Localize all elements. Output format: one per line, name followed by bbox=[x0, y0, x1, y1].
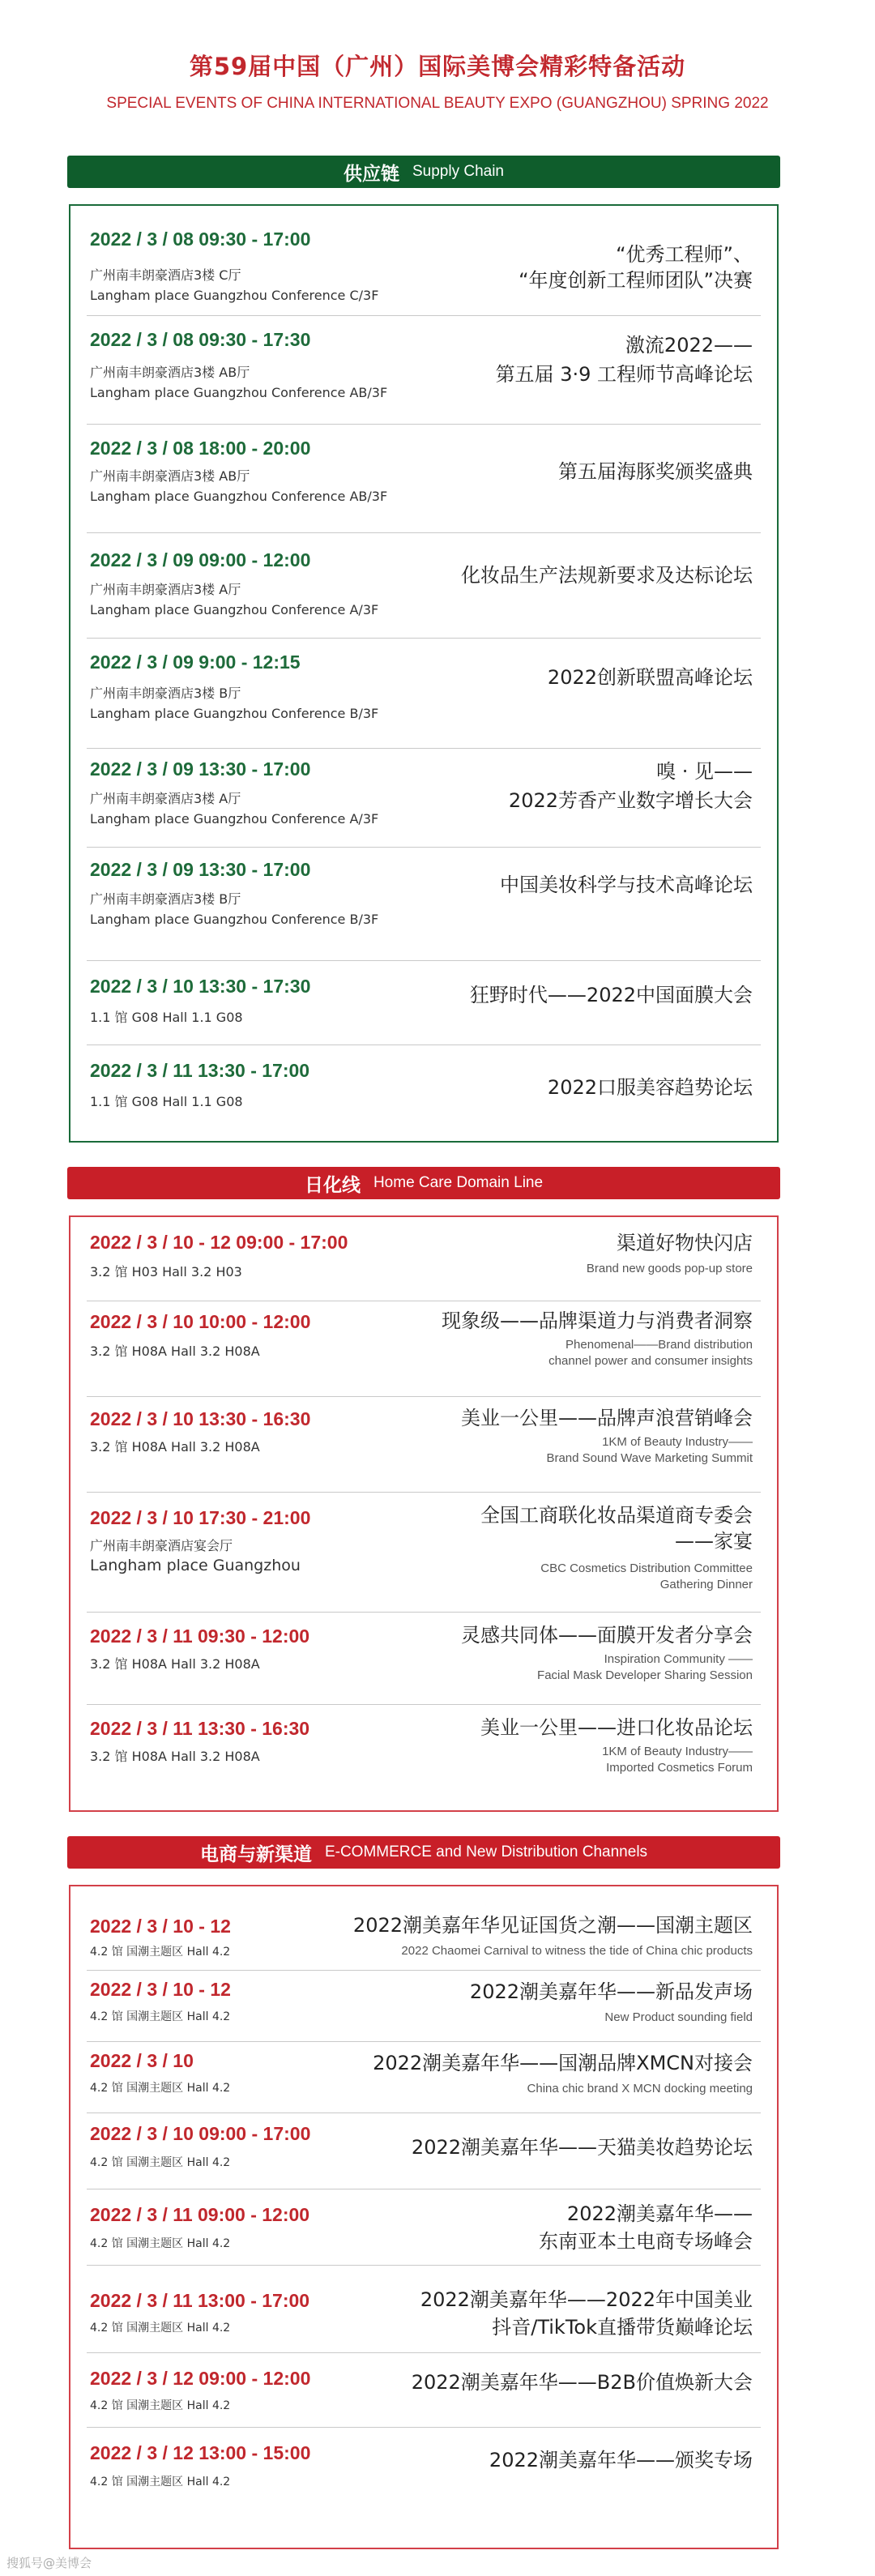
event-title-line2: 2022芳香产业数字增长大会 bbox=[508, 789, 753, 812]
event-row bbox=[87, 2189, 761, 2266]
event-title: 现象级——品牌渠道力与消费者洞察 bbox=[442, 1309, 753, 1332]
event-row bbox=[87, 2266, 761, 2353]
event-location-cn: 广州南丰朗豪酒店3楼 B厅 bbox=[90, 686, 241, 701]
event-row bbox=[87, 1893, 761, 1971]
event-location-cn: 广州南丰朗豪酒店3楼 B厅 bbox=[90, 891, 241, 907]
page-title: 第59届中国（广州）国际美博会精彩特备活动 bbox=[189, 53, 686, 80]
event-subtitle: New Product sounding field bbox=[604, 2010, 753, 2024]
event-title: 2022潮美嘉年华——B2B价值焕新大会 bbox=[411, 2371, 753, 2394]
section-header-ecommerce bbox=[67, 1836, 780, 1869]
event-title-line1: 2022潮美嘉年华——2022年中国美业 bbox=[420, 2288, 753, 2311]
event-location-en: Langham place Guangzhou Conference A/3F bbox=[90, 602, 379, 617]
supply-chain-list bbox=[69, 204, 779, 1143]
event-title: 化妆品生产法规新要求及达标论坛 bbox=[461, 564, 753, 587]
event-date: 2022 / 3 / 10 - 12 09:00 - 17:00 bbox=[90, 1232, 348, 1253]
event-title-line1: “优秀工程师”、 bbox=[616, 243, 753, 266]
section-title-cn: 供应链 bbox=[343, 163, 399, 185]
event-location: 4.2 馆 国潮主题区 Hall 4.2 bbox=[90, 2156, 231, 2169]
event-row bbox=[87, 425, 761, 533]
event-title-line1: 2022潮美嘉年华—— bbox=[566, 2202, 753, 2225]
event-date: 2022 / 3 / 09 9:00 - 12:15 bbox=[90, 651, 301, 673]
event-location-cn: 广州南丰朗豪酒店3楼 A厅 bbox=[90, 582, 241, 597]
event-location: 3.2 馆 H08A Hall 3.2 H08A bbox=[90, 1439, 260, 1455]
event-date: 2022 / 3 / 10 13:30 - 16:30 bbox=[90, 1408, 311, 1429]
event-title: 渠道好物快闪店 bbox=[617, 1232, 753, 1254]
event-title: 灵感共同体——面膜开发者分享会 bbox=[461, 1624, 753, 1647]
event-date: 2022 / 3 / 10 10:00 - 12:00 bbox=[90, 1311, 311, 1332]
event-subtitle-line1: Phenomenal——Brand distribution bbox=[566, 1338, 753, 1352]
event-row bbox=[87, 961, 761, 1045]
event-location-en: Langham place Guangzhou Conference AB/3F bbox=[90, 489, 388, 504]
event-location: 4.2 馆 国潮主题区 Hall 4.2 bbox=[90, 2476, 231, 2488]
event-location-cn: 广州南丰朗豪酒店3楼 A厅 bbox=[90, 791, 241, 806]
event-title-line2: 东南亚本土电商专场峰会 bbox=[539, 2230, 753, 2253]
event-subtitle: Brand new goods pop-up store bbox=[586, 1262, 753, 1275]
event-row bbox=[87, 848, 761, 961]
event-title: 狂野时代——2022中国面膜大会 bbox=[469, 984, 753, 1006]
event-row bbox=[87, 533, 761, 639]
event-title-line2: 抖音/TikTok直播带货巅峰论坛 bbox=[492, 2316, 753, 2339]
section-title-en: E-COMMERCE and New Distribution Channels bbox=[324, 1843, 648, 1860]
event-row bbox=[87, 2042, 761, 2113]
event-date: 2022 / 3 / 08 09:30 - 17:00 bbox=[90, 229, 311, 250]
event-date: 2022 / 3 / 10 13:30 - 17:30 bbox=[90, 976, 311, 997]
ecommerce-list bbox=[69, 1885, 779, 2549]
event-date: 2022 / 3 / 10 09:00 - 17:00 bbox=[90, 2123, 311, 2144]
event-location: 1.1 馆 G08 Hall 1.1 G08 bbox=[90, 1094, 243, 1109]
event-date: 2022 / 3 / 12 13:00 - 15:00 bbox=[90, 2442, 311, 2463]
event-subtitle-line2: Facial Mask Developer Sharing Session bbox=[537, 1668, 753, 1682]
event-row bbox=[87, 316, 761, 425]
event-subtitle-line1: 1KM of Beauty Industry—— bbox=[602, 1745, 753, 1758]
event-date: 2022 / 3 / 09 09:00 - 12:00 bbox=[90, 549, 311, 570]
event-title: 美业一公里——品牌声浪营销峰会 bbox=[461, 1407, 753, 1429]
event-location: 4.2 馆 国潮主题区 Hall 4.2 bbox=[90, 2010, 231, 2023]
event-location: 3.2 馆 H08A Hall 3.2 H08A bbox=[90, 1656, 260, 1672]
event-location-en: Langham place Guangzhou Conference B/3F bbox=[90, 912, 379, 927]
event-location: 4.2 馆 国潮主题区 Hall 4.2 bbox=[90, 2322, 231, 2335]
event-title: 2022潮美嘉年华——颁奖专场 bbox=[489, 2449, 753, 2471]
event-location: 3.2 馆 H08A Hall 3.2 H08A bbox=[90, 1749, 260, 1764]
event-location-cn: 广州南丰朗豪酒店3楼 AB厅 bbox=[90, 365, 250, 380]
home-care-list bbox=[69, 1215, 779, 1812]
event-date: 2022 / 3 / 11 13:00 - 17:00 bbox=[90, 2290, 310, 2311]
event-subtitle-line1: Inspiration Community —— bbox=[604, 1652, 753, 1666]
event-date: 2022 / 3 / 08 09:30 - 17:30 bbox=[90, 329, 311, 350]
event-row bbox=[87, 749, 761, 848]
event-date: 2022 / 3 / 10 bbox=[90, 2050, 194, 2071]
event-title: 2022潮美嘉年华——天猫美妆趋势论坛 bbox=[411, 2136, 753, 2159]
event-row bbox=[87, 1397, 761, 1493]
event-row bbox=[87, 1705, 761, 1807]
event-subtitle-line2: channel power and consumer insights bbox=[548, 1354, 753, 1368]
event-date: 2022 / 3 / 10 17:30 - 21:00 bbox=[90, 1507, 311, 1528]
event-row bbox=[87, 1224, 761, 1301]
event-location: 4.2 馆 国潮主题区 Hall 4.2 bbox=[90, 2082, 231, 2095]
event-location-en: Langham place Guangzhou Conference B/3F bbox=[90, 706, 379, 721]
event-title-line1: 全国工商联化妆品渠道商专委会 bbox=[480, 1504, 753, 1527]
event-row bbox=[87, 1493, 761, 1613]
event-subtitle-line1: CBC Cosmetics Distribution Committee bbox=[540, 1561, 753, 1575]
page-header bbox=[0, 49, 875, 113]
event-location-en: Langham place Guangzhou Conference AB/3F bbox=[90, 385, 388, 400]
event-location-en: Langham place Guangzhou Conference C/3F bbox=[90, 288, 379, 303]
section-header-home-care bbox=[67, 1167, 780, 1199]
event-title-line2: “年度创新工程师团队”决赛 bbox=[519, 269, 753, 292]
event-subtitle-line2: Imported Cosmetics Forum bbox=[606, 1761, 753, 1775]
page-subtitle: SPECIAL EVENTS OF CHINA INTERNATIONAL BEAUTY EXPO (GUANGZHOU) SPRING 2022 bbox=[106, 95, 769, 112]
event-title: 2022创新联盟高峰论坛 bbox=[547, 666, 753, 689]
event-subtitle: China chic brand X MCN docking meeting bbox=[527, 2082, 753, 2095]
section-title-en: Home Care Domain Line bbox=[373, 1174, 544, 1191]
event-date: 2022 / 3 / 11 13:30 - 16:30 bbox=[90, 1718, 310, 1739]
section-header-supply-chain bbox=[67, 156, 780, 188]
event-title: 2022潮美嘉年华见证国货之潮——国潮主题区 bbox=[352, 1914, 753, 1937]
event-row bbox=[87, 1301, 761, 1397]
event-location: 3.2 馆 H08A Hall 3.2 H08A bbox=[90, 1344, 260, 1359]
section-title-cn: 日化线 bbox=[304, 1174, 361, 1196]
event-location-cn: 广州南丰朗豪酒店3楼 AB厅 bbox=[90, 468, 250, 484]
event-row bbox=[87, 2353, 761, 2428]
event-title-line2: ——家宴 bbox=[675, 1530, 753, 1553]
event-date: 2022 / 3 / 12 09:00 - 12:00 bbox=[90, 2368, 311, 2389]
event-row bbox=[87, 1613, 761, 1705]
event-location-en: Langham place Guangzhou Conference A/3F bbox=[90, 811, 379, 827]
event-title: 2022潮美嘉年华——新品发声场 bbox=[469, 1980, 753, 2003]
event-location-cn: 广州南丰朗豪酒店3楼 C厅 bbox=[90, 267, 241, 283]
event-title-line2: 第五届 3·9 工程师节高峰论坛 bbox=[495, 363, 753, 386]
event-date: 2022 / 3 / 09 13:30 - 17:00 bbox=[90, 758, 311, 780]
event-date: 2022 / 3 / 11 09:30 - 12:00 bbox=[90, 1625, 310, 1647]
event-row bbox=[87, 1045, 761, 1136]
event-title: 第五届海豚奖颁奖盛典 bbox=[558, 460, 753, 483]
event-location-cn: 广州南丰朗豪酒店宴会厅 bbox=[90, 1538, 233, 1553]
event-row bbox=[87, 639, 761, 749]
event-location: 4.2 馆 国潮主题区 Hall 4.2 bbox=[90, 1946, 231, 1959]
section-title-cn: 电商与新渠道 bbox=[199, 1843, 312, 1865]
event-subtitle: 2022 Chaomei Carnival to witness the tide of China chic products bbox=[401, 1944, 753, 1958]
section-title-en: Supply Chain bbox=[412, 163, 505, 180]
event-title-line1: 嗅 · 见—— bbox=[656, 760, 753, 783]
event-row bbox=[87, 212, 761, 316]
event-date: 2022 / 3 / 10 - 12 bbox=[90, 1916, 231, 1937]
event-subtitle-line2: Brand Sound Wave Marketing Summit bbox=[546, 1451, 753, 1465]
event-location: 4.2 馆 国潮主题区 Hall 4.2 bbox=[90, 2399, 231, 2412]
event-row bbox=[87, 2428, 761, 2544]
event-date: 2022 / 3 / 11 13:30 - 17:00 bbox=[90, 1060, 310, 1081]
event-date: 2022 / 3 / 09 13:30 - 17:00 bbox=[90, 859, 311, 880]
event-location: 1.1 馆 G08 Hall 1.1 G08 bbox=[90, 1010, 243, 1025]
event-title: 2022口服美容趋势论坛 bbox=[547, 1076, 753, 1099]
event-row bbox=[87, 1971, 761, 2042]
event-date: 2022 / 3 / 10 - 12 bbox=[90, 1979, 231, 2000]
event-title: 2022潮美嘉年华——国潮品牌XMCN对接会 bbox=[373, 2052, 753, 2074]
event-title: 美业一公里——进口化妆品论坛 bbox=[480, 1716, 753, 1739]
event-date: 2022 / 3 / 11 09:00 - 12:00 bbox=[90, 2204, 310, 2225]
event-subtitle-line2: Gathering Dinner bbox=[659, 1578, 753, 1591]
event-title-line1: 激流2022—— bbox=[625, 334, 753, 357]
event-location: 4.2 馆 国潮主题区 Hall 4.2 bbox=[90, 2237, 231, 2250]
event-date: 2022 / 3 / 08 18:00 - 20:00 bbox=[90, 438, 311, 459]
event-location: 3.2 馆 H03 Hall 3.2 H03 bbox=[90, 1264, 242, 1279]
event-subtitle-line1: 1KM of Beauty Industry—— bbox=[602, 1435, 753, 1449]
event-location-en: Langham place Guangzhou bbox=[90, 1557, 301, 1574]
event-row bbox=[87, 2113, 761, 2189]
event-title: 中国美妆科学与技术高峰论坛 bbox=[500, 874, 753, 896]
watermark: 搜狐号@美博会 bbox=[6, 2556, 92, 2570]
